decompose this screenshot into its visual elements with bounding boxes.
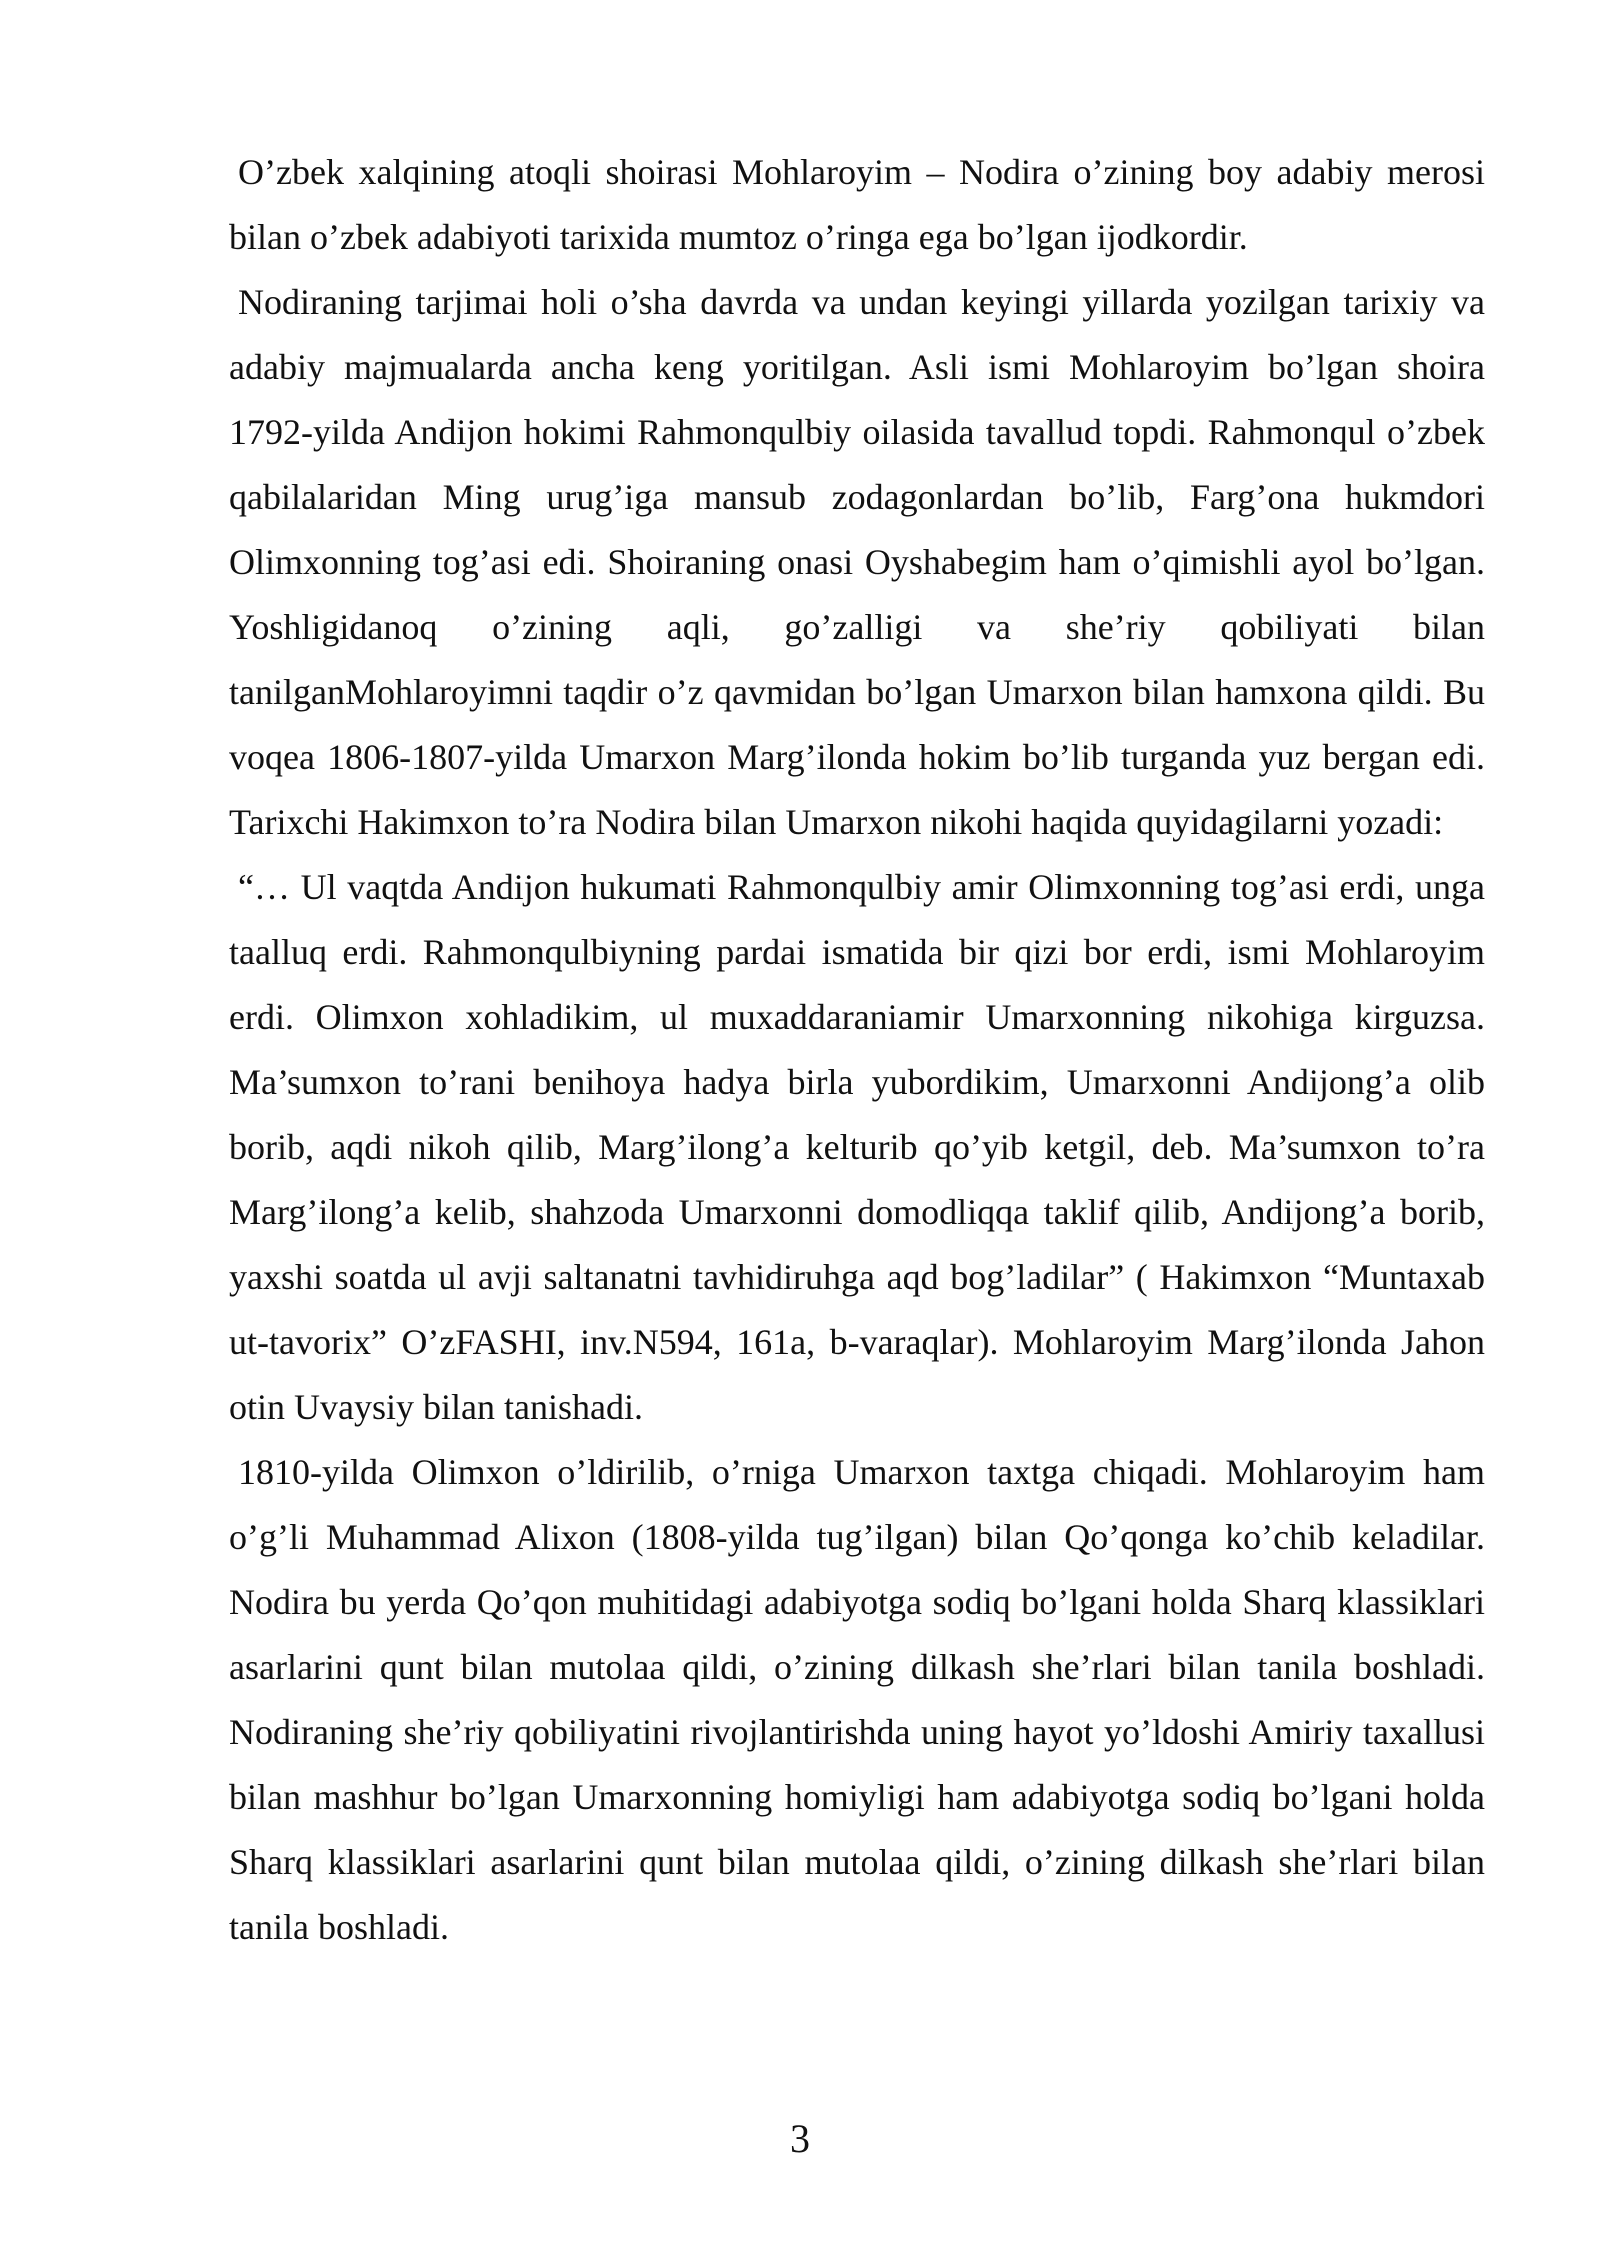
paragraph-quotation: “… Ul vaqtda Andijon hukumati Rahmonqulbiy amir Olimxonning tog’asi erdi, unga taalluq erdi. Rahmonqulbiyning pardai ismatida bir qizi bor erdi, ismi Mohlaroyim erdi. Olimxon xohladikim, ul muxaddaraniamir Umarxonning nikohiga kirguzsa. Ma’sumxon to’rani benihoya hadya birla yubordikim, Umarxonni Andijong’a olib borib, aqdi nikoh qilib, Marg’ilong’a kelturib qo’yib ketgil, deb. Ma’sumxon to’ra Marg’ilong’a kelib, shahzoda Umarxonni domodliqqa taklif qilib, Andijong’a borib, yaxshi soatda ul avji saltanatni tavhidiruhga aqd bog’ladilar” ( Hakimxon “Muntaxab ut-tavorix” O’zFASHI, inv.N594, 161a, b-varaqlar). Mohlaroyim Marg’ilonda Jahon otin Uvaysiy bilan tanishadi. [229,867,1485,1427]
paragraph-intro: O’zbek xalqining atoqli shoirasi Mohlaroyim – Nodira o’zining boy adabiy merosi bilan o’zbek adabiyoti tarixida mumtoz o’ringa ega bo’lgan ijodkordir. [229,152,1485,257]
paragraph-biography: Nodiraning tarjimai holi o’sha davrda va undan keyingi yillarda yozilgan tarixiy va adabiy majmualarda ancha keng yoritilgan. Asli ismi Mohlaroyim bo’lgan shoira 1792-yilda Andijon hokimi Rahmonqulbiy oilasida tavallud topdi. Rahmonqul o’zbek qabilalaridan Ming urug’iga mansub zodagonlardan bo’lib, Farg’ona hukmdori Olimxonning tog’asi edi. Shoiraning onasi Oyshabegim ham o’qimishli ayol bo’lgan. Yoshligidanoq o’zining aqli, go’zalligi va she’riy qobiliyati bilan tanilganMohlaroyimni taqdir o’z qavmidan bo’lgan Umarxon bilan hamxona qildi. Bu voqea 1806-1807-yilda Umarxon Marg’ilonda hokim bo’lib turganda yuz bergan edi. Tarixchi Hakimxon to’ra Nodira bilan Umarxon nikohi haqida quyidagilarni yozadi: [229,282,1485,842]
paragraph-kokand: 1810-yilda Olimxon o’ldirilib, o’rniga Umarxon taxtga chiqadi. Mohlaroyim ham o’g’li Muhammad Alixon (1808-yilda tug’ilgan) bilan Qo’qonga ko’chib keladilar. Nodira bu yerda Qo’qon muhitidagi adabiyotga sodiq bo’lgani holda Sharq klassiklari asarlarini qunt bilan mutolaa qildi, o’zining dilkash she’rlari bilan tanila boshladi. Nodiraning she’riy qobiliyatini rivojlantirishda uning hayot yo’ldoshi Amiriy taxallusi bilan mashhur bo’lgan Umarxonning homiyligi ham adabiyotga sodiq bo’lgani holda Sharq klassiklari asarlarini qunt bilan mutolaa qildi, o’zining dilkash she’rlari bilan tanila boshladi. [229,1452,1485,1947]
body-text [229,140,1485,1960]
page-number: 3 [790,2116,810,2161]
